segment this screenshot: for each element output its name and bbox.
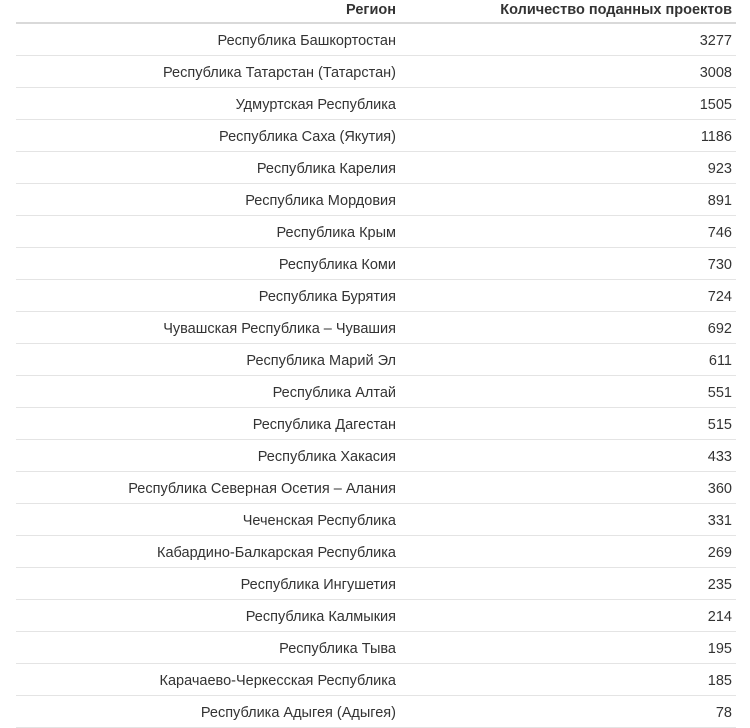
table-row bbox=[16, 24, 736, 56]
project-count-cell: 515 bbox=[707, 417, 732, 433]
project-count-cell: 3277 bbox=[699, 33, 732, 49]
table-row bbox=[16, 696, 736, 728]
table-row bbox=[16, 312, 736, 344]
project-count-cell: 360 bbox=[707, 481, 732, 497]
region-name-cell: Республика Северная Осетия – Алания bbox=[128, 481, 396, 497]
region-name-cell: Республика Марий Эл bbox=[246, 353, 396, 369]
table-row bbox=[16, 344, 736, 376]
project-count-cell: 195 bbox=[707, 641, 732, 657]
project-count-cell: 923 bbox=[707, 161, 732, 177]
project-count-cell: 551 bbox=[707, 385, 732, 401]
table-row bbox=[16, 280, 736, 312]
region-name-cell: Республика Дагестан bbox=[252, 417, 396, 433]
project-count-cell: 331 bbox=[707, 513, 732, 529]
table-row bbox=[16, 440, 736, 472]
table-header bbox=[16, 0, 736, 24]
table-row bbox=[16, 472, 736, 504]
table-body bbox=[16, 24, 736, 728]
table-row bbox=[16, 120, 736, 152]
table-row bbox=[16, 216, 736, 248]
project-count-cell: 433 bbox=[707, 449, 732, 465]
table-row bbox=[16, 88, 736, 120]
region-name-cell: Республика Калмыкия bbox=[245, 609, 396, 625]
region-name-cell: Республика Коми bbox=[278, 257, 396, 273]
project-count-cell: 214 bbox=[707, 609, 732, 625]
region-name-cell: Республика Алтай bbox=[272, 385, 396, 401]
region-name-cell: Республика Ингушетия bbox=[240, 577, 396, 593]
project-count-cell: 185 bbox=[707, 673, 732, 689]
region-name-cell: Республика Тыва bbox=[279, 641, 396, 657]
project-count-cell: 78 bbox=[715, 705, 732, 721]
project-count-cell: 235 bbox=[707, 577, 732, 593]
table-row bbox=[16, 600, 736, 632]
project-count-cell: 3008 bbox=[699, 65, 732, 81]
header-region: Регион bbox=[346, 2, 396, 18]
region-name-cell: Республика Бурятия bbox=[258, 289, 396, 305]
region-name-cell: Республика Татарстан (Татарстан) bbox=[163, 65, 396, 81]
table-row bbox=[16, 568, 736, 600]
region-name-cell: Кабардино-Балкарская Республика bbox=[157, 545, 396, 561]
region-name-cell: Удмуртская Республика bbox=[235, 97, 396, 113]
regions-table bbox=[16, 0, 736, 728]
region-name-cell: Республика Хакасия bbox=[257, 449, 396, 465]
table-row bbox=[16, 664, 736, 696]
table-row bbox=[16, 408, 736, 440]
table-row bbox=[16, 376, 736, 408]
table-row bbox=[16, 504, 736, 536]
region-name-cell: Республика Крым bbox=[276, 225, 396, 241]
table-row bbox=[16, 184, 736, 216]
table-row bbox=[16, 56, 736, 88]
project-count-cell: 1186 bbox=[700, 129, 732, 145]
project-count-cell: 692 bbox=[707, 321, 732, 337]
header-count: Количество поданных проектов bbox=[500, 2, 732, 18]
project-count-cell: 724 bbox=[707, 289, 732, 305]
table-row bbox=[16, 632, 736, 664]
project-count-cell: 891 bbox=[707, 193, 732, 209]
region-name-cell: Республика Башкортостан bbox=[217, 33, 396, 49]
region-name-cell: Республика Саха (Якутия) bbox=[219, 129, 396, 145]
region-name-cell: Республика Мордовия bbox=[245, 193, 396, 209]
project-count-cell: 269 bbox=[707, 545, 732, 561]
project-count-cell: 746 bbox=[707, 225, 732, 241]
project-count-cell: 1505 bbox=[699, 97, 732, 113]
region-name-cell: Республика Адыгея (Адыгея) bbox=[200, 705, 396, 721]
region-name-cell: Карачаево-Черкесская Республика bbox=[159, 673, 396, 689]
region-name-cell: Чеченская Республика bbox=[242, 513, 396, 529]
table-row bbox=[16, 248, 736, 280]
project-count-cell: 611 bbox=[708, 353, 732, 369]
region-name-cell: Республика Карелия bbox=[256, 161, 396, 177]
project-count-cell: 730 bbox=[707, 257, 732, 273]
region-name-cell: Чувашская Республика – Чувашия bbox=[163, 321, 396, 337]
table-row bbox=[16, 152, 736, 184]
table-row bbox=[16, 536, 736, 568]
